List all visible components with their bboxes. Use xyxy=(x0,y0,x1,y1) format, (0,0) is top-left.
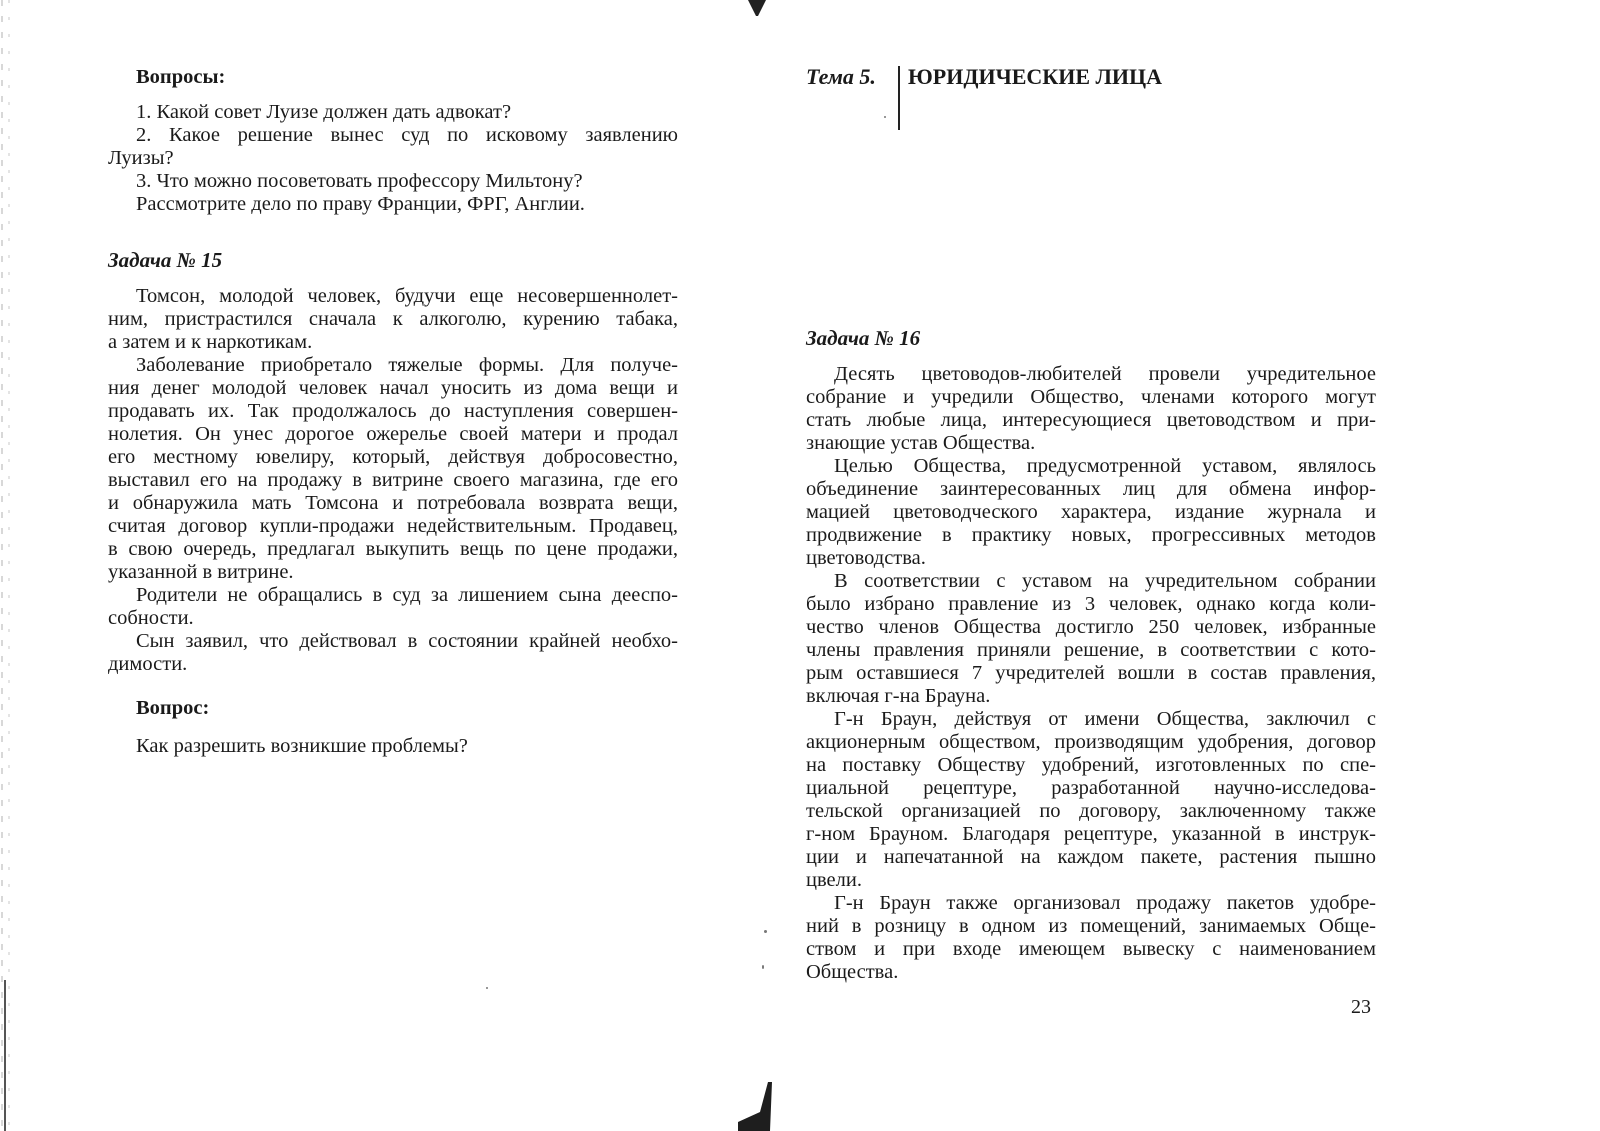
topic-label: Тема 5. xyxy=(806,64,876,89)
task-text-line: ний в розницу в одном из помещений, занимаемых Обще- xyxy=(806,915,1376,937)
question-item: 2. Какое решение вынес суд по исковому заявлению xyxy=(136,124,678,146)
task-text-line: Целью Общества, предусмотренной уставом, являлось xyxy=(834,455,1376,477)
task-text-line: цветоводства. xyxy=(806,547,926,569)
task-text-line: объединение заинтересованных лиц для обмена инфор- xyxy=(806,478,1376,500)
task-text-line: Г-н Браун, действуя от имени Общества, заключил с xyxy=(834,708,1376,730)
task-text-line: Заболевание приобретало тяжелые формы. Для получе- xyxy=(136,354,678,376)
task-text-line: димости. xyxy=(108,653,188,675)
scan-edge-shadow xyxy=(0,0,14,1131)
question-item: Луизы? xyxy=(108,147,174,169)
task-text-line: его местному ювелиру, который, действуя добросовестно, xyxy=(108,446,678,468)
task-text-line: включая г-на Брауна. xyxy=(806,685,991,707)
task-text-line: циальной рецептуре, разработанной научно-исследова- xyxy=(806,777,1376,799)
task-text-line: В соответствии с уставом на учредительном собрании xyxy=(834,570,1376,592)
task-text-line: члены правления приняли решение, в соответствии с кото- xyxy=(806,639,1376,661)
task-text-line: стать любые лица, интересующиеся цветоводством и при- xyxy=(806,409,1376,431)
scan-speck xyxy=(884,116,886,118)
spine-mark-bottom xyxy=(738,1082,778,1131)
task-text-line: ния денег молодой человек начал уносить из дома вещи и xyxy=(108,377,678,399)
question-item: 3. Что можно посоветовать профессору Мильтону? xyxy=(136,170,583,192)
task-text-line: продвижение в практику новых, прогрессивных методов xyxy=(806,524,1376,546)
task-text-line: ции и напечатанной на каждом пакете, растения пышно xyxy=(806,846,1376,868)
questions-heading: Вопросы: xyxy=(136,66,226,88)
task-text-line: мацией цветоводческого характера, издание журнала и xyxy=(806,501,1376,523)
task-text-line: а затем и к наркотикам. xyxy=(108,331,313,353)
scan-speck xyxy=(764,930,767,933)
task-text-line: ством и при входе имеющем вывеску с наименованием xyxy=(806,938,1376,960)
task-text-line: на поставку Обществу удобрений, изготовленных по спе- xyxy=(806,754,1376,776)
scan-speck xyxy=(762,965,764,969)
task-text-line: было избрано правление из 3 человек, однако когда коли- xyxy=(806,593,1376,615)
task-text-line: считая договор купли-продажи недействительным. Продавец, xyxy=(108,515,678,537)
task-text-line: чество членов Общества достигло 250 человек, избранные xyxy=(806,616,1376,638)
task-text-line: нолетия. Он унес дорогое ожерелье своей матери и продал xyxy=(108,423,678,445)
task-text-line: выставил его на продажу в витрине своего магазина, где его xyxy=(108,469,678,491)
task-text-line: цвели. xyxy=(806,869,862,891)
task-text-line: Томсон, молодой человек, будучи еще несовершеннолет- xyxy=(136,285,678,307)
task-text-line: Десять цветоводов-любителей провели учредительное xyxy=(834,363,1376,385)
task-text-line: собности. xyxy=(108,607,194,629)
scan-speck xyxy=(486,987,488,989)
task-text-line: тельской организацией по договору, заключенному также xyxy=(806,800,1376,822)
task-text-line: продавать их. Так продолжалось до наступления совершен- xyxy=(108,400,678,422)
topic-title: ЮРИДИЧЕСКИЕ ЛИЦА xyxy=(908,64,1163,89)
task-text-line: Общества. xyxy=(806,961,899,983)
task-text-line: ним, пристрастился сначала к алкоголю, курению табака, xyxy=(108,308,678,330)
task-text-line: Сын заявил, что действовал в состоянии крайней необхо- xyxy=(136,630,678,652)
task-text-line: в свою очередь, предлагал выкупить вещь по цене продажи, xyxy=(108,538,678,560)
task-heading: Задача № 16 xyxy=(806,326,921,350)
task-text-line: г-ном Брауном. Благодаря рецептуре, указанной в инструк- xyxy=(806,823,1376,845)
task-text-line: Г-н Браун также организовал продажу пакетов удобре- xyxy=(834,892,1376,914)
task-text-line: Родители не обращались в суд за лишением сына дееспо- xyxy=(136,584,678,606)
question-heading: Вопрос: xyxy=(136,697,210,719)
task-heading: Задача № 15 xyxy=(108,248,223,272)
spine-mark-top xyxy=(748,0,766,18)
topic-divider xyxy=(898,66,900,130)
task-text-line: собрание и учредили Общество, членами которого могут xyxy=(806,386,1376,408)
question-text: Как разрешить возникшие проблемы? xyxy=(136,735,468,757)
task-text-line: и обнаружила мать Томсона и потребовала возврата вещи, xyxy=(108,492,678,514)
question-item: Рассмотрите дело по праву Франции, ФРГ, Англии. xyxy=(136,193,585,215)
task-text-line: знающие устав Общества. xyxy=(806,432,1036,454)
page-number: 23 xyxy=(1351,996,1371,1018)
question-item: 1. Какой совет Луизе должен дать адвокат? xyxy=(136,101,512,123)
task-text-line: указанной в витрине. xyxy=(108,561,294,583)
task-text-line: рым оставшиеся 7 учредителей вошли в состав правления, xyxy=(806,662,1376,684)
task-text-line: акционерным обществом, производящим удобрения, договор xyxy=(806,731,1376,753)
